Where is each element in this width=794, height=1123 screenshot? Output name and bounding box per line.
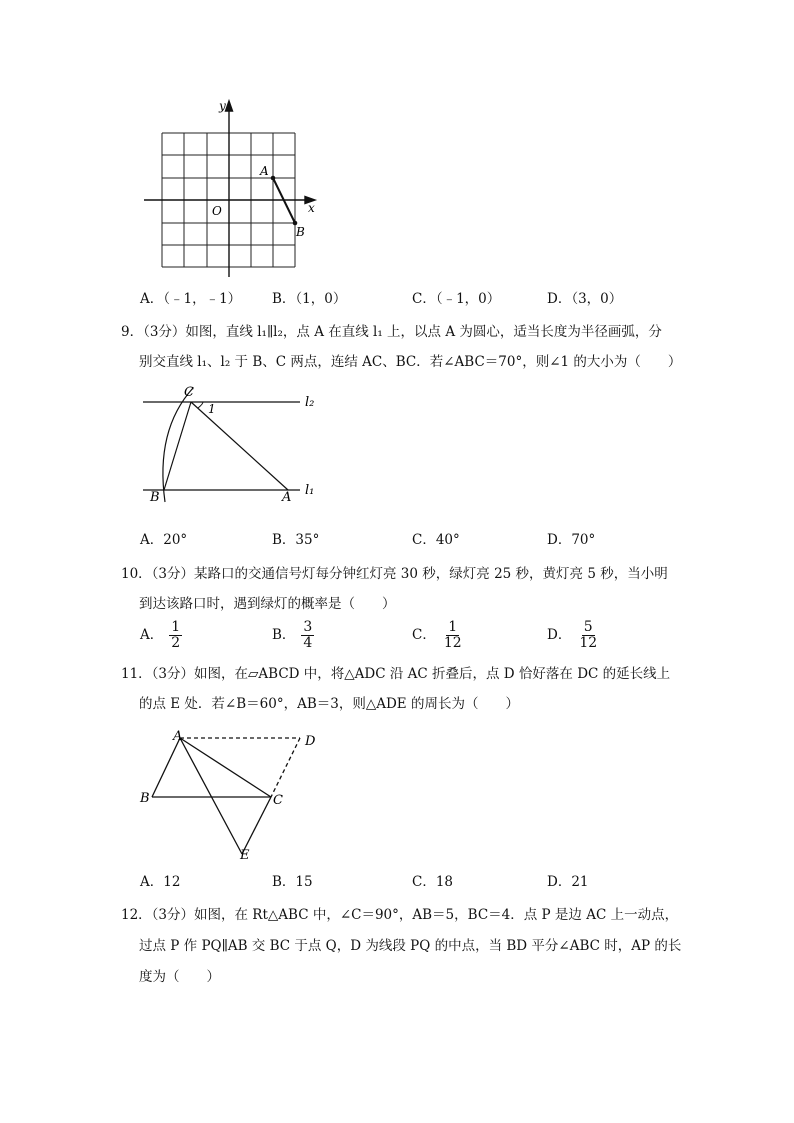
- segment-ac: [180, 738, 271, 797]
- segment-ce: [242, 797, 271, 854]
- q12-text-line1: 12．（3分）如图，在 Rt△ABC 中，∠C＝90°，AB＝5，BC＝4．点 P 是边 AC 上一动点，: [121, 907, 679, 923]
- label-b: B: [296, 225, 305, 239]
- label-a: A: [260, 164, 269, 178]
- q11-option-d[interactable]: D．21: [547, 874, 589, 890]
- label-l2: l₂: [305, 395, 315, 410]
- label-a: A: [282, 490, 292, 505]
- q11-option-a[interactable]: A．12: [140, 874, 181, 890]
- q11-text-line1: 11．（3分）如图，在▱ABCD 中，将△ADC 沿 AC 折叠后，点 D 恰好落在 DC 的延长线上: [121, 666, 671, 682]
- q8-option-d[interactable]: D．（3，0）: [547, 291, 623, 307]
- q9-option-d[interactable]: D．70°: [547, 532, 596, 548]
- q10-option-d[interactable]: [547, 620, 599, 651]
- segment-bc: [164, 402, 191, 490]
- q12-text-line3: 度为（ ）: [139, 969, 220, 985]
- q10-option-b[interactable]: [272, 620, 314, 651]
- q9-option-b[interactable]: B．35°: [272, 532, 320, 548]
- option-b-label: B．: [272, 627, 296, 643]
- label-a: A: [173, 729, 183, 744]
- label-c: C: [184, 385, 194, 400]
- segment-dc: [271, 738, 300, 797]
- fraction: $\frac{1}{2}$: [171, 619, 181, 651]
- q9-text-line1: 9．（3分）如图，直线 l₁∥l₂，点 A 在直线 l₁ 上，以点 A 为圆心，适当长度为半径画弧，分: [121, 324, 662, 340]
- x-axis-label: x: [308, 201, 315, 215]
- segment-ac: [191, 402, 288, 490]
- q11-option-b[interactable]: B．15: [272, 874, 313, 890]
- q10-text-line2: 到达该路口时，遇到绿灯的概率是（ ）: [139, 596, 396, 612]
- fraction: $\frac{1}{12}$: [443, 619, 462, 651]
- q10-option-a[interactable]: [140, 620, 182, 651]
- label-b: B: [140, 791, 150, 806]
- label-d: D: [305, 734, 316, 749]
- q11-figure: [135, 723, 335, 863]
- label-angle-1: 1: [208, 402, 216, 416]
- angle-1-mark: [198, 402, 203, 408]
- q9-figure: [135, 380, 335, 505]
- segment-ae: [180, 738, 242, 854]
- y-axis-label: y: [219, 99, 226, 113]
- label-c: C: [273, 793, 283, 808]
- q9-option-c[interactable]: C．40°: [412, 532, 460, 548]
- q8-grid-figure: [140, 95, 330, 285]
- q12-text-line2: 过点 P 作 PQ∥AB 交 BC 于点 Q，D 为线段 PQ 的中点，当 BD 平分∠ABC 时，AP 的长: [139, 938, 682, 954]
- option-d-label: D．: [547, 627, 572, 643]
- q8-option-a[interactable]: A．（﹣1，﹣1）: [140, 291, 242, 307]
- label-l1: l₁: [305, 483, 315, 498]
- label-b: B: [150, 490, 160, 505]
- q10-option-c[interactable]: [412, 620, 464, 651]
- fraction: $\frac{3}{4}$: [303, 619, 313, 651]
- origin-label: O: [212, 204, 222, 218]
- axes: [144, 101, 315, 277]
- q8-option-c[interactable]: C．（﹣1，0）: [412, 291, 501, 307]
- option-c-label: C．: [412, 627, 436, 643]
- q11-text-line2: 的点 E 处．若∠B＝60°，AB＝3，则△ADE 的周长为（ ）: [139, 696, 519, 712]
- q9-text-line2: 别交直线 l₁、l₂ 于 B、C 两点，连结 AC、BC．若∠ABC＝70°，则∠1 的大小为（ ）: [139, 354, 682, 370]
- q10-text-line1: 10．（3分）某路口的交通信号灯每分钟红灯亮 30 秒，绿灯亮 25 秒，黄灯亮 5 秒，当小明: [121, 566, 668, 582]
- q9-option-a[interactable]: A．20°: [140, 532, 188, 548]
- label-e: E: [240, 848, 250, 863]
- q8-option-b[interactable]: B．（1，0）: [272, 291, 347, 307]
- segment-ab: [152, 738, 180, 797]
- point-a: [271, 176, 276, 181]
- fraction: $\frac{5}{12}$: [579, 619, 598, 651]
- option-a-label: A．: [140, 627, 164, 643]
- q11-option-c[interactable]: C．18: [412, 874, 454, 890]
